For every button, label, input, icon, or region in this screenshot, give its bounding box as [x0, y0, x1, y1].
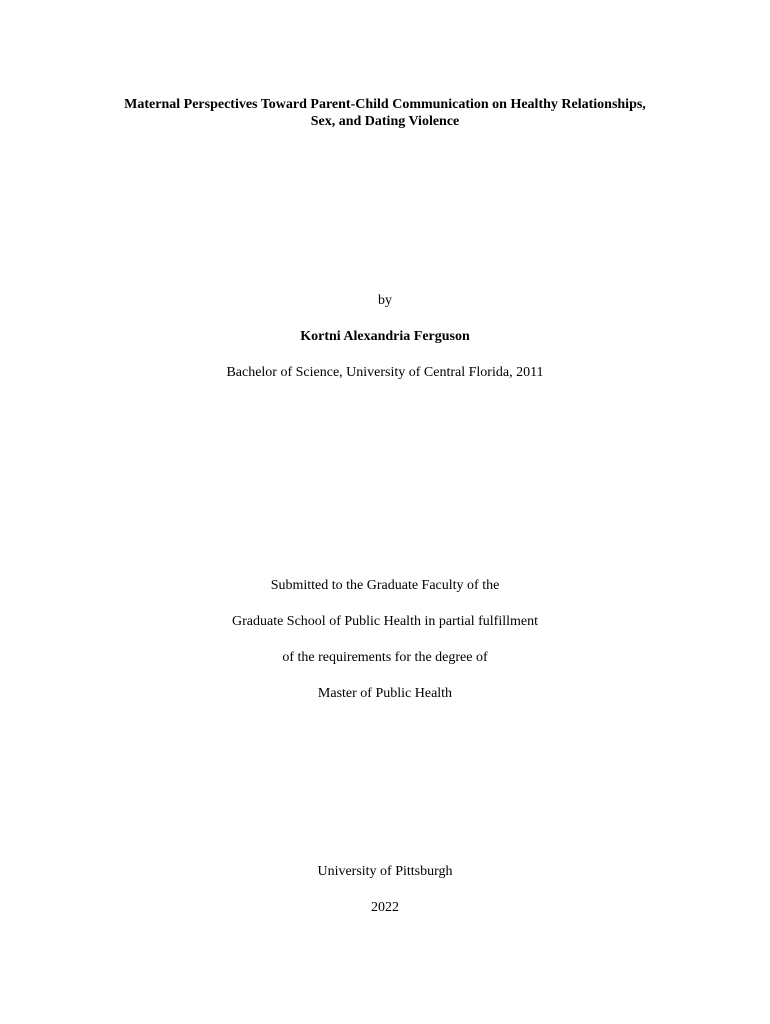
submission-line-3: of the requirements for the degree of: [282, 650, 488, 665]
institution-name: University of Pittsburgh: [317, 864, 453, 879]
submission-line-2: Graduate School of Public Health in partial fulfillment: [232, 614, 538, 629]
submission-line-4: Master of Public Health: [317, 686, 453, 701]
submission-line-1: Submitted to the Graduate Faculty of the: [270, 578, 500, 593]
thesis-title-line-2: Sex, and Dating Violence: [310, 114, 460, 129]
year: 2022: [371, 900, 399, 915]
thesis-title-line-1: Maternal Perspectives Toward Parent-Child Communication on Healthy Relationships,: [124, 97, 646, 112]
author-name: Kortni Alexandria Ferguson: [300, 329, 470, 344]
byline: by: [378, 293, 392, 308]
prior-degree: Bachelor of Science, University of Central Florida, 2011: [226, 365, 544, 380]
